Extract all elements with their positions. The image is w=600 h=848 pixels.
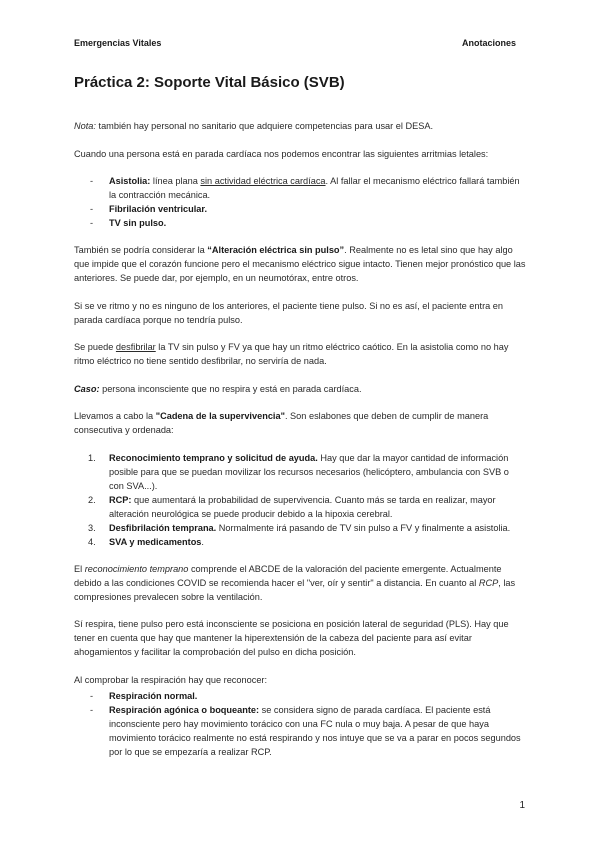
list-item: - Fibrilación ventricular. — [90, 204, 208, 214]
list-item: 4. SVA y medicamentos. — [88, 536, 204, 547]
page-title: Práctica 2: Soporte Vital Básico (SVB) — [74, 74, 345, 91]
document-body — [74, 119, 526, 759]
header-subject: Emergencias Vitales — [74, 38, 162, 48]
paragraph-arritmias-intro: Cuando una persona está en parada cardíaca nos podemos encontrar las siguientes arritmias letales: — [74, 148, 489, 159]
list-item: - Respiración agónica o boqueante: se considera signo de parada cardíaca. El paciente está inconsciente pero hay movimiento torácico con una FC nula o muy baja. A pesar de que haya movimiento torácico realmente no está respirando y nos intuye que se va a parar en pocos segundos por lo que se empezaría a realizar RCP. — [90, 704, 521, 757]
list-item: - Asistolia: línea plana sin actividad eléctrica cardíaca. Al fallar el mecanismo eléctrico fallará también la contracción mecánica. — [90, 176, 520, 200]
page-number: 1 — [519, 800, 525, 811]
paragraph-respiracion: Al comprobar la respiración hay que reconocer: — [74, 674, 268, 685]
paragraph-caso: Caso: persona inconsciente que no respira y está en parada cardíaca. — [74, 383, 362, 394]
list-item: 2. RCP: que aumentará la probabilidad de supervivencia. Cuanto más se tarda en realizar, mayor alteración neurológica se puede producir debido a la hipoxia cerebral. — [88, 494, 496, 519]
paragraph-nota: Nota: también hay personal no sanitario que adquiere competencias para usar el DESA. — [74, 121, 434, 131]
list-item: 3. Desfibrilación temprana. Normalmente irá pasando de TV sin pulso a FV y finalmente a asistolia. — [88, 522, 511, 533]
paragraph-cadena: Llevamos a cabo la "Cadena de la supervivencia". Son eslabones que deben de cumplir de manera consecutiva y ordenada: — [74, 411, 489, 435]
cadena-list — [74, 451, 526, 549]
paragraph-pls: Sí respira, tiene pulso pero está inconsciente se posiciona en posición lateral de seguridad (PLS). Hay que tener en cuenta que hay que mantener la hiperextensión de la cabeza del paciente para así evitar ahogamientos y facilitar la comprobación del pulso en dicha posición. — [74, 619, 509, 657]
nota-label: Nota: — [74, 121, 96, 131]
list-item: - TV sin pulso. — [90, 218, 167, 228]
list-item: - Respiración normal. — [90, 690, 198, 701]
paragraph-desfibrilar: Se puede desfibrilar la TV sin pulso y FV ya que hay un ritmo eléctrico caótico. En la asistolia como no hay ritmo eléctrico no tiene sentido desfibrilar, no serviría de nada. — [74, 342, 509, 366]
paragraph-ritmo: Si se ve ritmo y no es ninguno de los anteriores, el paciente tiene pulso. Si no es así, el paciente entra en parada cardíaca porque no tendría pulso. — [74, 300, 504, 325]
paragraph-alteracion: También se podría considerar la “Alteración eléctrica sin pulso”. Realmente no es letal sino que hay algo que impide que el corazón funcione pero el mecanismo eléctrico sigue intacto. Tienen mejor pronóstico que las anteriores. Se puede dar, por ejemplo, en un neumotórax, entre otros. — [74, 245, 526, 283]
arritmias-list — [74, 174, 526, 230]
header-section: Anotaciones — [461, 38, 516, 48]
list-item: 1. Reconocimiento temprano y solicitud de ayuda. Hay que dar la mayor cantidad de información posible para que se puedan movilizar los recursos necesarios (helicóptero, ambulancia con SVB o con SVA...). — [88, 452, 509, 491]
paragraph-reconocimiento: El reconocimiento temprano comprende el ABCDE de la valoración del paciente emergente. Actualmente debido a las condiciones COVID se recomienda hacer el "ver, oír y sentir" a distancia. En cuanto al RCP, las compresiones prevalecen sobre la ventilación. — [74, 563, 516, 602]
respiracion-list — [74, 689, 526, 759]
